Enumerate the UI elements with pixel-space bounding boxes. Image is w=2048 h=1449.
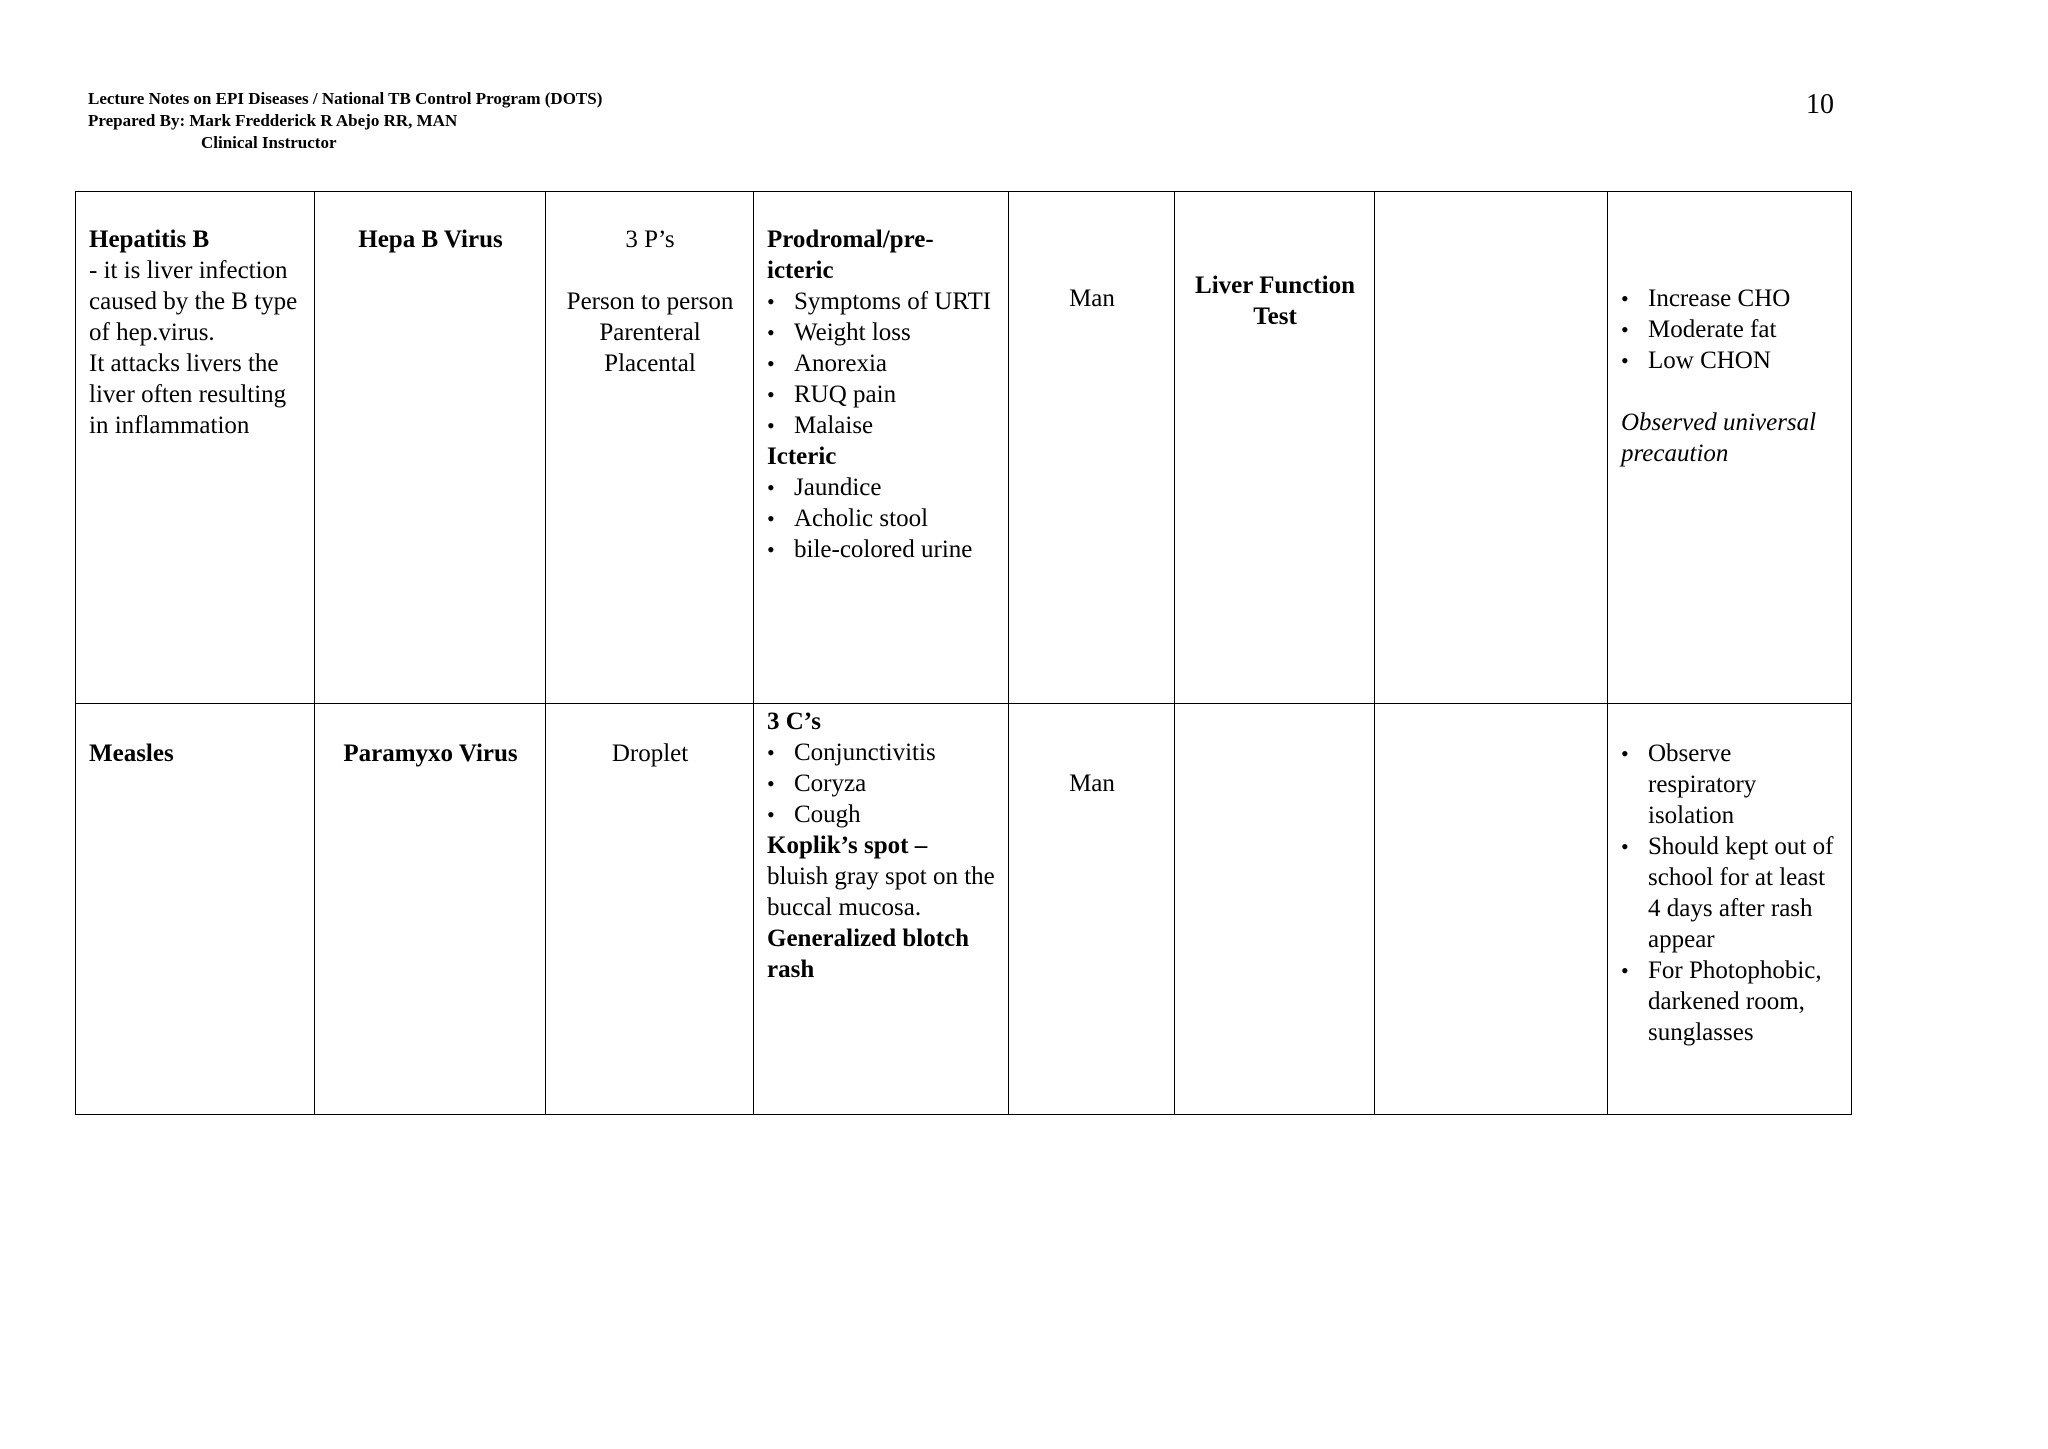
susceptible-host: Man — [1069, 770, 1115, 797]
cell-management — [1375, 704, 1608, 1115]
header-author: Prepared By: Mark Fredderick R Abejo RR, MAN — [88, 111, 458, 130]
header-title: Lecture Notes on EPI Diseases / National TB Control Program (DOTS) — [88, 89, 603, 108]
disease-name: Hepatitis B — [89, 226, 210, 253]
page-number: 10 — [1806, 89, 1834, 120]
disease-description: It attacks livers the liver often resulting in inflammation — [89, 350, 287, 439]
signs-list — [767, 472, 996, 565]
cell-management — [1375, 192, 1608, 704]
list-item: • Weight loss — [767, 317, 996, 348]
document-header — [88, 88, 602, 154]
koplik-description: bluish gray spot on the buccal mucosa. — [767, 863, 995, 921]
cell-disease — [76, 704, 315, 1115]
list-item: • RUQ pain — [767, 379, 996, 410]
causative-agent: Hepa B Virus — [358, 226, 503, 253]
koplik-title: Koplik’s spot – — [767, 832, 928, 859]
signs-list — [767, 737, 996, 830]
signs-title: 3 C’s — [767, 708, 821, 735]
cell-susceptible — [1009, 704, 1175, 1115]
cell-signs — [754, 704, 1009, 1115]
list-item: • Observe respiratory isolation — [1621, 738, 1839, 831]
transmission-item: Placental — [604, 350, 696, 377]
disease-description: - it is liver infection caused by the B type of hep.virus. — [89, 257, 298, 346]
causative-agent: Paramyxo Virus — [343, 740, 518, 767]
transmission-title: 3 P’s — [625, 226, 675, 253]
list-item: • Jaundice — [767, 472, 996, 503]
list-item: • Symptoms of URTI — [767, 286, 996, 317]
list-item: • Conjunctivitis — [767, 737, 996, 768]
diagnostic-test: Liver Function Test — [1195, 272, 1355, 330]
cell-nursing — [1608, 192, 1852, 704]
list-item: • Acholic stool — [767, 503, 996, 534]
transmission-item: Person to person — [566, 288, 734, 315]
susceptible-host: Man — [1069, 285, 1115, 312]
nursing-list — [1621, 283, 1839, 376]
list-item: • Anorexia — [767, 348, 996, 379]
cell-diagnostic — [1175, 192, 1375, 704]
cell-nursing — [1608, 704, 1852, 1115]
list-item: • Low CHON — [1621, 345, 1839, 376]
rash-description: Generalized blotch rash — [767, 925, 970, 983]
table-row-measles — [76, 704, 1852, 1115]
list-item: • Malaise — [767, 410, 996, 441]
list-item: • Cough — [767, 799, 996, 830]
header-role: Clinical Instructor — [201, 133, 337, 152]
cell-transmission — [546, 704, 754, 1115]
cell-diagnostic — [1175, 704, 1375, 1115]
cell-susceptible — [1009, 192, 1175, 704]
cell-signs — [754, 192, 1009, 704]
cell-agent — [315, 192, 546, 704]
signs-stage-title: Icteric — [767, 443, 837, 470]
disease-table — [75, 191, 1852, 1115]
signs-list — [767, 286, 996, 441]
disease-name: Measles — [89, 740, 174, 767]
transmission-item: Parenteral — [599, 319, 701, 346]
signs-stage-title: Prodromal/pre-icteric — [767, 226, 934, 284]
cell-transmission — [546, 192, 754, 704]
cell-agent — [315, 704, 546, 1115]
nursing-note: Observed universal precaution — [1621, 409, 1817, 467]
cell-disease — [76, 192, 315, 704]
list-item: • Coryza — [767, 768, 996, 799]
list-item: • bile-colored urine — [767, 534, 996, 565]
table-row-hepatitis-b — [76, 192, 1852, 704]
transmission-mode: Droplet — [611, 740, 689, 767]
list-item: • Moderate fat — [1621, 314, 1839, 345]
list-item: • Increase CHO — [1621, 283, 1839, 314]
nursing-list — [1621, 738, 1839, 1048]
list-item: • Should kept out of school for at least 4 days after rash appear — [1621, 831, 1839, 955]
list-item: • For Photophobic, darkened room, sunglasses — [1621, 955, 1839, 1048]
